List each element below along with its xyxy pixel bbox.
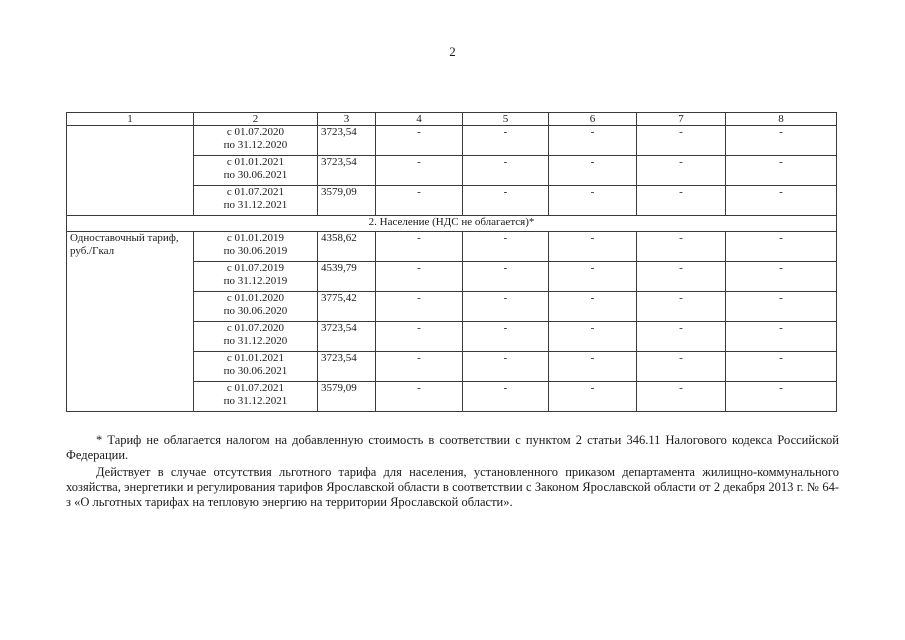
column-header: 5 <box>463 113 549 126</box>
period-to: по 30.06.2019 <box>223 245 288 257</box>
column-header: 2 <box>194 113 318 126</box>
empty-cell: - <box>549 186 637 216</box>
tariff-value: 3723,54 <box>318 156 376 186</box>
empty-cell: - <box>376 186 463 216</box>
empty-cell: - <box>549 322 637 352</box>
empty-cell: - <box>726 232 837 262</box>
empty-cell: - <box>726 126 837 156</box>
table-row <box>67 126 837 156</box>
period-cell <box>194 292 318 322</box>
empty-cell: - <box>549 156 637 186</box>
empty-cell: - <box>726 322 837 352</box>
empty-cell: - <box>726 156 837 186</box>
empty-cell: - <box>376 322 463 352</box>
period-from: с 01.01.2020 <box>226 292 285 304</box>
period-cell <box>194 262 318 292</box>
section-row <box>67 216 837 232</box>
empty-cell: - <box>637 292 726 322</box>
empty-cell: - <box>726 186 837 216</box>
empty-cell: - <box>637 232 726 262</box>
empty-cell: - <box>376 156 463 186</box>
applicability-paragraph: Действует в случае отсутствия льготного тарифа для населения, установленного приказом департамента жилищно-коммунального хозяйства, энергетики и регулирования тарифов Ярославской области в соответствии с Законом Ярославской области от 2 декабря 2013 г. № 64-з «О льготных тарифах на тепловую энергию на территории Ярославской области». <box>66 465 839 509</box>
empty-cell: - <box>726 292 837 322</box>
period-from: с 01.01.2019 <box>226 232 285 244</box>
empty-cell: - <box>726 352 837 382</box>
tariff-table <box>66 112 837 412</box>
empty-cell: - <box>463 352 549 382</box>
empty-cell: - <box>637 186 726 216</box>
column-header: 1 <box>67 113 194 126</box>
empty-cell: - <box>463 126 549 156</box>
category-cell <box>67 126 194 216</box>
tariff-value: 3723,54 <box>318 322 376 352</box>
column-header: 4 <box>376 113 463 126</box>
column-header: 7 <box>637 113 726 126</box>
period-cell <box>194 382 318 412</box>
empty-cell: - <box>376 232 463 262</box>
empty-cell: - <box>549 292 637 322</box>
empty-cell: - <box>376 352 463 382</box>
empty-cell: - <box>637 126 726 156</box>
tariff-value: 3579,09 <box>318 186 376 216</box>
empty-cell: - <box>376 262 463 292</box>
period-to: по 31.12.2019 <box>223 275 288 287</box>
empty-cell: - <box>463 322 549 352</box>
period-cell <box>194 322 318 352</box>
period-cell <box>194 126 318 156</box>
period-to: по 30.06.2021 <box>223 169 288 181</box>
empty-cell: - <box>549 232 637 262</box>
empty-cell: - <box>549 352 637 382</box>
page-number: 2 <box>449 44 456 59</box>
empty-cell: - <box>637 352 726 382</box>
empty-cell: - <box>637 322 726 352</box>
period-from: с 01.07.2020 <box>226 322 285 334</box>
period-to: по 30.06.2020 <box>223 305 288 317</box>
period-cell <box>194 232 318 262</box>
tariff-value: 3579,09 <box>318 382 376 412</box>
empty-cell: - <box>637 156 726 186</box>
section-title: 2. Население (НДС не облагается)* <box>67 216 837 232</box>
empty-cell: - <box>463 292 549 322</box>
empty-cell: - <box>463 186 549 216</box>
empty-cell: - <box>463 156 549 186</box>
period-to: по 31.12.2020 <box>223 139 288 151</box>
tariff-value: 3723,54 <box>318 352 376 382</box>
category-cell: Одноставочный тариф, руб./Гкал <box>67 232 194 412</box>
table-row <box>67 232 837 262</box>
empty-cell: - <box>376 382 463 412</box>
period-cell <box>194 156 318 186</box>
period-from: с 01.07.2020 <box>226 126 285 138</box>
empty-cell: - <box>376 126 463 156</box>
period-from: с 01.07.2019 <box>226 262 285 274</box>
tariff-value: 4358,62 <box>318 232 376 262</box>
notes-block <box>66 433 839 512</box>
empty-cell: - <box>637 382 726 412</box>
header-row <box>67 113 837 126</box>
empty-cell: - <box>376 292 463 322</box>
empty-cell: - <box>463 382 549 412</box>
empty-cell: - <box>637 262 726 292</box>
empty-cell: - <box>463 262 549 292</box>
period-cell <box>194 352 318 382</box>
empty-cell: - <box>726 382 837 412</box>
period-from: с 01.01.2021 <box>226 156 285 168</box>
empty-cell: - <box>549 126 637 156</box>
period-from: с 01.01.2021 <box>226 352 285 364</box>
column-header: 6 <box>549 113 637 126</box>
empty-cell: - <box>549 262 637 292</box>
empty-cell: - <box>463 232 549 262</box>
period-to: по 30.06.2021 <box>223 365 288 377</box>
column-header: 8 <box>726 113 837 126</box>
period-to: по 31.12.2021 <box>223 199 288 211</box>
empty-cell: - <box>726 262 837 292</box>
tariff-value: 4539,79 <box>318 262 376 292</box>
column-header: 3 <box>318 113 376 126</box>
period-from: с 01.07.2021 <box>226 382 285 394</box>
empty-cell: - <box>549 382 637 412</box>
footnote: * Тариф не облагается налогом на добавленную стоимость в соответствии с пунктом 2 статьи 346.11 Налогового кодекса Российской Федерации. <box>66 433 839 462</box>
tariff-value: 3775,42 <box>318 292 376 322</box>
period-to: по 31.12.2021 <box>223 395 288 407</box>
period-to: по 31.12.2020 <box>223 335 288 347</box>
tariff-value: 3723,54 <box>318 126 376 156</box>
period-from: с 01.07.2021 <box>226 186 285 198</box>
period-cell <box>194 186 318 216</box>
